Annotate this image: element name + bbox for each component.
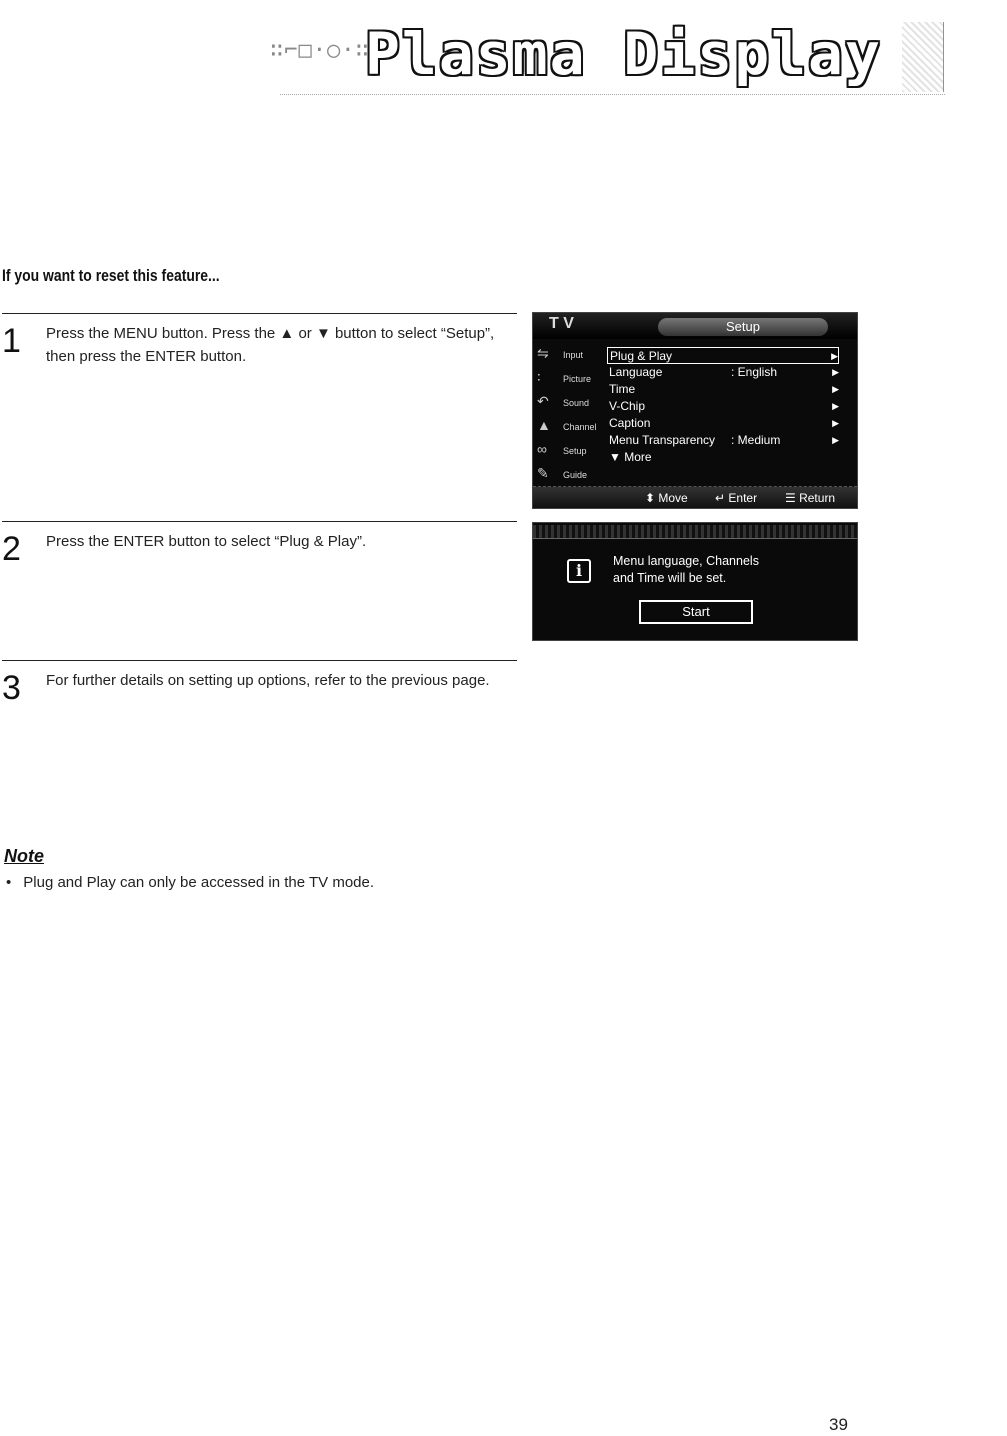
arrow-right-icon: ▶	[832, 367, 839, 377]
info-icon: i	[567, 559, 591, 583]
step-number: 3	[2, 669, 21, 707]
setup-tab: Setup	[658, 318, 828, 336]
menu-item-caption: Caption ▶	[609, 416, 839, 430]
step-number: 1	[2, 322, 21, 360]
note-title: Note	[4, 846, 44, 866]
note-item: • Plug and Play can only be accessed in the TV mode.	[6, 874, 375, 891]
sidebar-item-picture: ∶ Picture	[537, 369, 592, 385]
sidebar-item-input: ⇋ Input	[537, 345, 584, 361]
arrow-right-icon: ▶	[831, 351, 838, 361]
tv-setup-menu-screenshot	[532, 312, 858, 509]
arrow-right-icon: ▶	[832, 435, 839, 445]
header-decoration: ∷⌐□·○·∷	[270, 38, 370, 63]
dialog-message: Menu language, Channels and Time will be set.	[613, 554, 759, 585]
picture-icon: ∶	[537, 369, 541, 385]
step-number: 2	[2, 530, 21, 568]
step-1	[2, 313, 517, 513]
step-2	[2, 521, 517, 651]
osd-top-bar	[533, 313, 857, 339]
corner-decoration	[902, 22, 944, 92]
header-rule	[280, 94, 945, 95]
step-text: For further details on setting up options, refer to the previous page.	[46, 672, 490, 689]
sidebar-item-guide: ✎ Guide	[537, 465, 588, 481]
sound-icon: ↶	[537, 393, 549, 409]
menu-item-language: Language : English ▶	[609, 365, 839, 379]
step-text: Press the MENU button. Press the ▲ or ▼ button to select “Setup”, then press the ENTER button.	[46, 325, 495, 365]
channel-icon: ▲	[537, 417, 551, 433]
return-hint: ☰ Return	[785, 491, 836, 505]
setup-icon: ∞	[537, 441, 547, 457]
menu-item-plug-and-play: Plug & Play ▶	[607, 347, 839, 364]
page-header	[250, 10, 950, 100]
section-title: If you want to reset this feature...	[2, 266, 220, 285]
osd-footer	[533, 486, 857, 508]
arrow-right-icon: ▶	[832, 418, 839, 428]
menu-item-menu-transparency: Menu Transparency : Medium ▶	[609, 433, 839, 447]
sidebar-item-setup: ∞ Setup	[537, 441, 587, 457]
page-number: 39	[829, 1415, 848, 1434]
step-text: Press the ENTER button to select “Plug & Play”.	[46, 533, 367, 550]
bullet: •	[6, 874, 12, 891]
input-icon: ⇋	[537, 345, 549, 361]
osd-sidebar	[533, 343, 603, 493]
menu-item-v-chip: V-Chip ▶	[609, 399, 839, 413]
arrow-right-icon: ▶	[832, 401, 839, 411]
enter-hint: ↵ Enter	[715, 491, 758, 505]
osd-stripe	[533, 525, 857, 539]
move-hint: ⬍ Move	[645, 491, 688, 505]
start-button: Start	[639, 600, 753, 624]
step-3	[2, 660, 517, 740]
tv-plug-and-play-screenshot	[532, 522, 858, 641]
guide-icon: ✎	[537, 465, 549, 481]
mode-label: T V	[549, 315, 574, 332]
sidebar-item-sound: ↶ Sound	[537, 393, 590, 409]
sidebar-item-channel: ▲ Channel	[537, 417, 597, 433]
header-title: Plasma Display	[365, 20, 882, 88]
menu-item-more: ▼ More	[609, 450, 652, 464]
arrow-right-icon: ▶	[832, 384, 839, 394]
menu-item-time: Time ▶	[609, 382, 839, 396]
